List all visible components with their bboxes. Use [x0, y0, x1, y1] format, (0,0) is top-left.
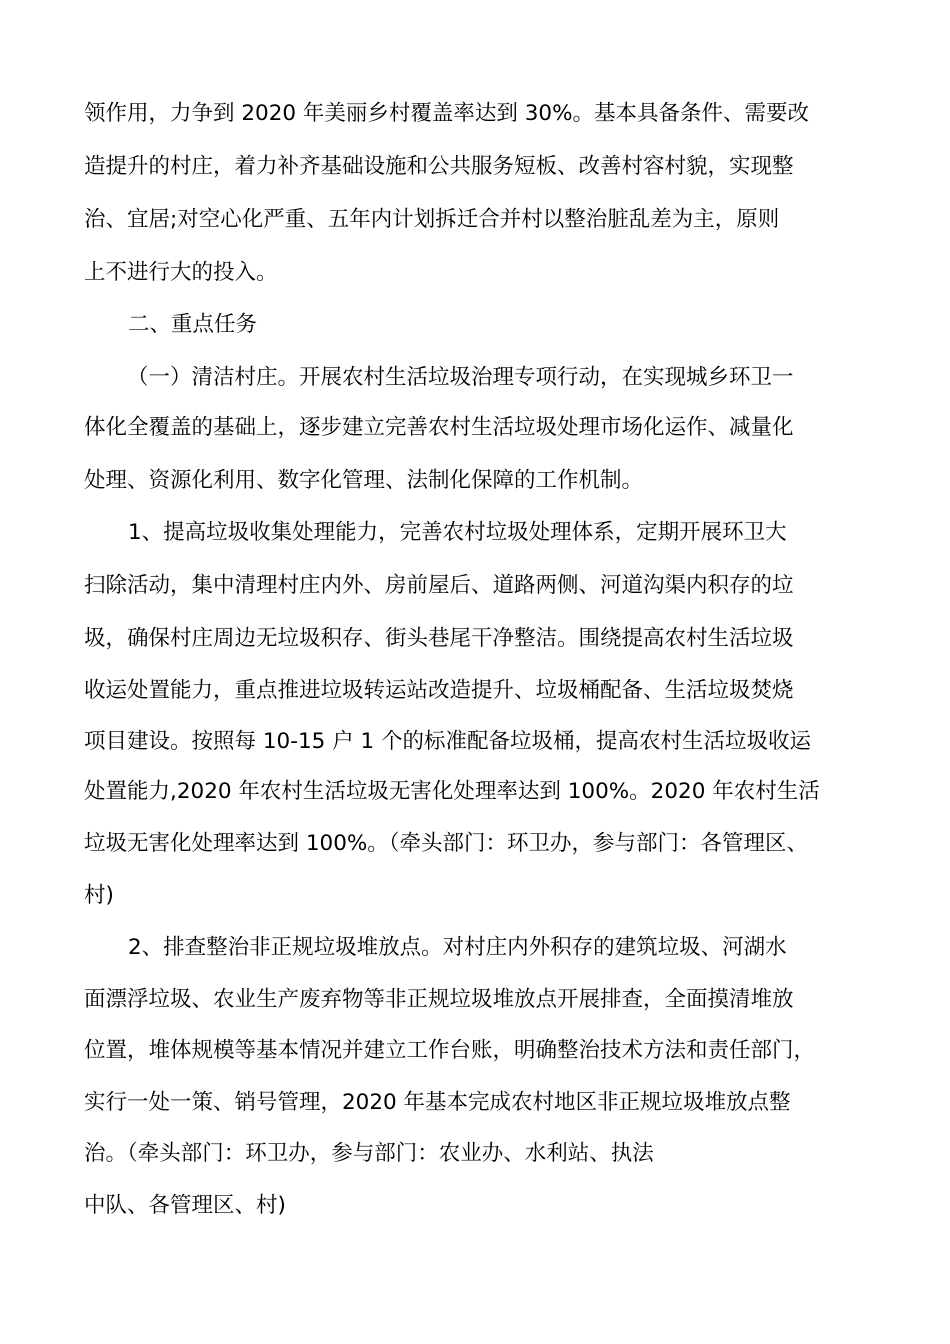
text-line: 扫除活动，集中清理村庄内外、房前屋后、道路两侧、河道沟渠内积存的垃	[84, 573, 794, 598]
text-line: 实行一处一策、销号管理，2020 年基本完成农村地区非正规垃圾堆放点整	[84, 1090, 791, 1115]
subsection-heading-line: （一）清洁村庄。开展农村生活垃圾治理专项行动，在实现城乡环卫一	[127, 365, 794, 390]
text-line: 面漂浮垃圾、农业生产废弃物等非正规垃圾堆放点开展排查，全面摸清堆放	[84, 987, 794, 1012]
text-line: 体化全覆盖的基础上，逐步建立完善农村生活垃圾处理市场化运作、减量化	[84, 415, 794, 440]
text-line: 中队、各管理区、村)	[84, 1193, 286, 1218]
text-line: 项目建设。按照每 10-15 户 1 个的标准配备垃圾桶，提高农村生活垃圾收运	[84, 729, 811, 754]
text-line: 上不进行大的投入。	[84, 260, 278, 285]
text-line: 处置能力,2020 年农村生活垃圾无害化处理率达到 100%。2020 年农村生活	[84, 779, 820, 804]
section-heading: 二、重点任务	[128, 312, 258, 337]
text-line: 垃圾无害化处理率达到 100%。（牵头部门：环卫办，参与部门：各管理区、	[84, 831, 809, 856]
text-line: 领作用，力争到 2020 年美丽乡村覆盖率达到 30%。基本具备条件、需要改	[84, 101, 810, 126]
text-line: 治。（牵头部门：环卫办，参与部门：农业办、水利站、执法	[84, 1141, 654, 1166]
list-item-2-start: 2、排查整治非正规垃圾堆放点。对村庄内外积存的建筑垃圾、河湖水	[128, 935, 787, 960]
text-line: 收运处置能力，重点推进垃圾转运站改造提升、垃圾桶配备、生活垃圾焚烧	[84, 678, 794, 703]
text-line: 位置，堆体规模等基本情况并建立工作台账，明确整治技术方法和责任部门，	[84, 1038, 816, 1063]
text-line: 处理、资源化利用、数字化管理、法制化保障的工作机制。	[84, 468, 644, 493]
text-line: 圾，确保村庄周边无垃圾积存、街头巷尾干净整洁。围绕提高农村生活垃圾	[84, 626, 794, 651]
text-line: 村)	[84, 883, 114, 908]
text-line: 造提升的村庄，着力补齐基础设施和公共服务短板、改善村容村貌，实现整	[84, 154, 794, 179]
text-line: 治、宜居;对空心化严重、五年内计划拆迁合并村以整治脏乱差为主，原则	[84, 207, 780, 232]
list-item-1-start: 1、提高垃圾收集处理能力，完善农村垃圾处理体系，定期开展环卫大	[128, 520, 787, 545]
